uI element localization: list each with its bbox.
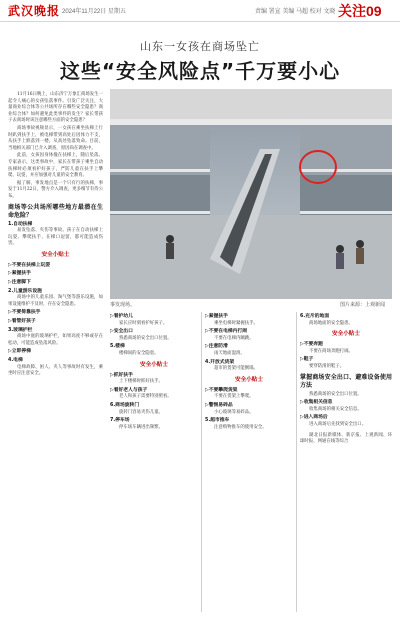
item-title: 4.开放式货架 — [205, 359, 235, 365]
item-body: 小心玻璃等易碎品。 — [214, 409, 254, 415]
item-body: 注意购物推车的使用安全。 — [214, 424, 267, 430]
item-title: 3.玻璃护栏 — [8, 327, 33, 333]
item-body: 熟悉商场的安全出口位置。 — [309, 391, 362, 397]
item-title: 6.充斥的地面 — [300, 314, 330, 319]
column-divider — [201, 312, 202, 612]
item-title: 5.楼梯 — [110, 344, 125, 350]
item-title: 2.儿童游乐设施 — [8, 288, 42, 294]
item-title: ▷不要攀爬货架 — [205, 387, 238, 393]
section-subhead: 掌握商场安全出口、避难设备使用方法 — [300, 373, 392, 389]
mall-escalator-photo — [110, 89, 392, 299]
issue-date: 2024年11月22日 星期五 — [62, 9, 126, 15]
tip-title: ▷注意脚下 — [8, 280, 31, 286]
section-subhead: 商场等公共场所哪些地方最潜在生命危险？ — [8, 203, 103, 219]
sources-footer: 湖北日报新媒体、新京报、上观新闻、环球时报、网通在线等综合 — [300, 432, 392, 445]
intro-paragraph: 商场事故视频显示，一女孩在乘坐扶梯上行时趴到扶手上，被电梯带到高处后因体力不支，从扶手上跌落到一楼。从高处坠落致命。目前，当地相关部门已介入调查，原因尚在调查中。 — [8, 125, 103, 151]
item-body: 雨天地面湿滑。 — [214, 350, 245, 356]
item-body: 进入商场后先找到安全出口。 — [309, 421, 367, 427]
tip-title: ▷立即停梯 — [8, 349, 31, 355]
safety-tips-bar: 安全小贴士 — [140, 361, 168, 368]
item-title: 7.停车场 — [110, 418, 130, 424]
intro-paragraph: 此前，女孩因身体撞在扶梯上，随后坠落。专家表示，这类事故中，家长在带孩子乘坐自动扶梯时必须看护好孩子，严防儿童在扶手上攀爬、玩耍，并应加强对儿童的安全教育。 — [8, 153, 103, 179]
item-body: 熟悉商场的安全出口位置。 — [119, 335, 172, 341]
item-body: 不要在电梯内蹦跳。 — [214, 335, 254, 341]
item-title: ▷注意防滑 — [205, 344, 228, 350]
item-body: 商场中庭的玻璃护栏，如果高度不够或存在松动，可能造成坠落风险。 — [8, 334, 103, 346]
tip-title: ▷不要倚靠扶手 — [8, 310, 41, 316]
item-title: ▷看护幼儿 — [110, 314, 133, 319]
item-body: 乘坐电梯时紧握扶手。 — [214, 320, 258, 326]
tip-title: ▷不要在扶梯上玩耍 — [8, 262, 51, 268]
item-body: 老人和孩子需要特别照看。 — [119, 394, 172, 400]
item-title: 6.商场旋转门 — [110, 402, 140, 408]
item-title: ▷不要奔跑 — [300, 342, 323, 348]
safety-tips-bar: 安全小贴士 — [235, 376, 263, 383]
item-title: 5.超市推车 — [205, 418, 230, 424]
intro-paragraph: 11月16日晚上，山东济宁万象汇商场发生一起令人痛心的女孩坠落事件。引发广泛关注，大量商业综合体等公共场所存在哪些安全隐患？商业综合体？如何避免此类事件的发生？家长带孩子去商场时该注意哪些方面的安全隐患？ — [8, 92, 103, 124]
photo-caption: 事发现场。 — [110, 302, 136, 308]
item-body: 不要在货架上攀爬。 — [214, 394, 254, 400]
column-2 — [110, 312, 198, 432]
column-left — [8, 92, 103, 379]
article-kicker: 山东一女孩在商场坠亡 — [140, 40, 260, 53]
item-title: ▷紧握扶手 — [205, 314, 228, 319]
tip-title: ▷看管好孩子 — [8, 319, 36, 325]
item-body: 收集商场的相关安全信息。 — [309, 406, 362, 412]
item-body: 超市的货架可能倒塌。 — [214, 366, 258, 372]
intro-paragraph: 据了解，事发地点是一个只有行的扶梯，事发于11月22日，警方介入调查，更多细节有待公布。 — [8, 180, 103, 199]
newspaper-logo: 武汉晚报 — [8, 4, 61, 18]
item-title: 4.电梯 — [8, 358, 23, 363]
item-body: 商场中的儿童乐园、淘气堡等游乐设施，如果设施维护不及时，存在安全隐患。 — [8, 295, 103, 307]
item-title: ▷进入商场后 — [300, 415, 328, 421]
item-title: 1.自动扶梯 — [8, 221, 33, 227]
photo-illustration — [110, 89, 392, 299]
masthead — [0, 0, 400, 22]
column-4 — [300, 312, 392, 447]
safety-tips-bar: 安全小贴士 — [332, 331, 360, 338]
column-divider — [296, 312, 297, 612]
item-title: ▷看好老人与孩子 — [110, 387, 148, 393]
article-headline: 这些“安全风险点”千万要小心 — [59, 59, 341, 83]
tip-title: ▷紧握扶手 — [8, 271, 31, 277]
item-body: 旋转门容易夹伤儿童。 — [119, 409, 163, 415]
item-title: ▷警惕易碎品 — [205, 402, 233, 408]
item-body: 不要在商场奔跑打闹。 — [309, 348, 353, 354]
item-body: 上下楼梯时抓好扶手。 — [119, 379, 163, 385]
item-body: 易发坠落、夹伤等事故。孩子在自动扶梯上玩耍、攀爬扶手、在梯口逗留，都可能造成伤害。 — [8, 228, 103, 247]
column-3 — [205, 312, 293, 432]
item-title: ▷安全出口 — [110, 329, 133, 335]
item-body: 家长应时刻看护好孩子。 — [119, 320, 168, 326]
item-title: ▷鞋子 — [300, 357, 314, 363]
item-title: ▷抓好扶手 — [110, 372, 133, 378]
item-body: 要穿防滑的鞋子。 — [309, 363, 345, 369]
item-body: 电梯故障、困人、夹人等事故时有发生，乘坐时应注意安全。 — [8, 364, 103, 377]
item-title: ▷不要在电梯内打闹 — [205, 329, 248, 335]
item-body: 停车场车辆进出频繁。 — [119, 424, 163, 430]
page-section-title: 关注09 — [338, 3, 382, 19]
photo-credit: 图片来源：上观新闻 — [340, 302, 386, 308]
safety-tips-bar: 安全小贴士 — [41, 251, 70, 258]
item-body: 商场地面的安全隐患。 — [309, 320, 353, 326]
item-body: 楼梯间的安全隐患。 — [119, 350, 159, 356]
editor-credits: 责编 署宣 美编 马超 校对 文晓 — [255, 9, 336, 15]
item-title: ▷收集相关信息 — [300, 400, 333, 406]
